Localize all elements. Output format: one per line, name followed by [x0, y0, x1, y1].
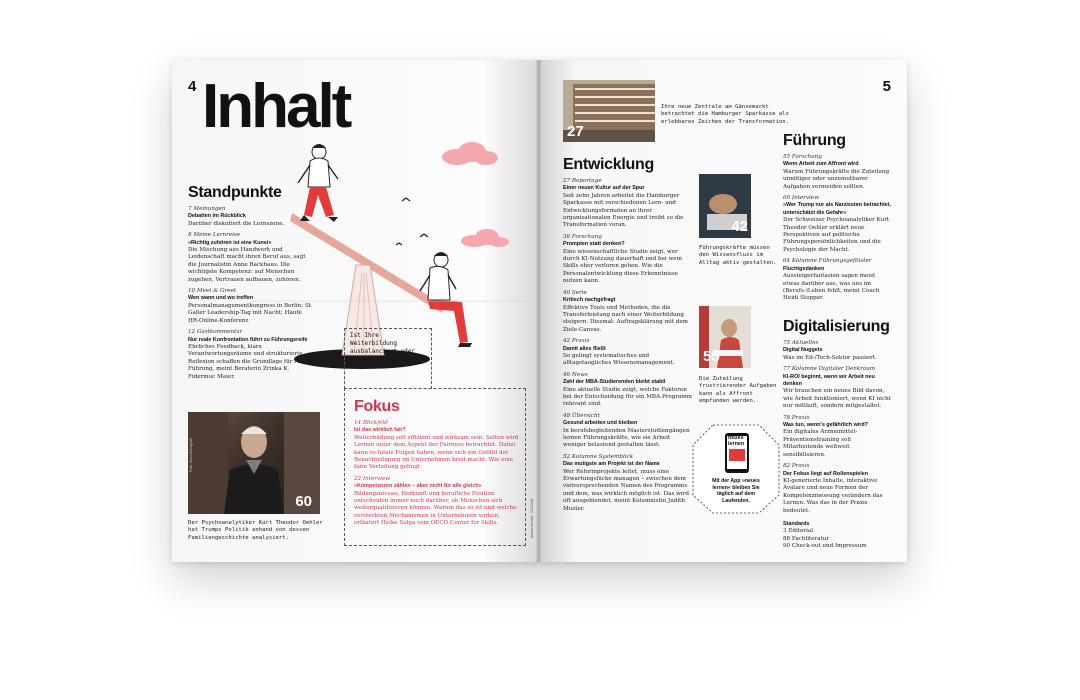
- gutter-text: neues lernen · 02/2026: [530, 498, 534, 538]
- app-logo-line2: lernen: [728, 440, 745, 447]
- toc-entry[interactable]: 64 Kolumne Führungsgeflüster Fluchtgedanken Aussteigerfantasien sagen meist etwas darüber aus, was uns im (Berufs-)Leben fehlt, meint Coach Heidi Stopper.: [783, 258, 880, 302]
- toc-entry[interactable]: 52 Kolumne Systemblick Das mutigste am Projekt ist der Name Wer Reformprojekte leitet, muss eine Erwartungslücke managen – zwischen dem vielversprechenden Namen des Programms und dem, was wirklich möglich ist. Das wird oft ausgeblendet, meint Kolumnistin Judith Muster.: [563, 453, 689, 512]
- toc-entry[interactable]: 48 Übersicht Gesund arbeiten und bleiben In berufsbegleitenden Masterstudiengängen lernen Führungskräfte, wie sie Arbeit weniger belastend gestalten lässt.: [563, 412, 690, 449]
- pull-quote: Ist Ihre Weiterbildung ausbalanciert oder unfair verteilt?: [350, 332, 416, 363]
- toc-entry[interactable]: 42 Praxis Damit alles fließt So gelingt systematisches und alltagstaugliches Wissensmanagement.: [563, 338, 675, 367]
- standards-item[interactable]: 88 Fachliteratur: [783, 535, 830, 542]
- building-photo[interactable]: [563, 80, 655, 142]
- left-page: [172, 60, 538, 562]
- right-page: [541, 60, 907, 562]
- toc-entry[interactable]: 82 Praxis Der Fokus liegt auf Rollenspielen KI-generierte Inhalte, interaktive Avatare und neue Formen der Kompetenzmessung verändern das Lernen. Was das in der Praxis bedeutet.: [783, 463, 883, 514]
- toc-entry[interactable]: 10 Meet & Greet Wen wann und wo treffen Personalmanagementkongress in Berlin; St. Galler Leadership-Tag mit Nacht; Haufe HR-Online-Konferenz: [188, 288, 313, 324]
- cloud-icon: [442, 142, 498, 165]
- section-heading-standpunkte: Standpunkte: [188, 184, 282, 201]
- toc-entry[interactable]: 12 Gastkommentar Nur reale Konfrontation führt zu Führungsreife Ehrliches Feedback, klare Verantwortungsräume und strukturierte Reflexion schaffen die Grundlage für reife Führung, meint Beraterin Zrinka K. Fidermuc Maier.: [188, 329, 308, 380]
- phone-icon: [725, 433, 749, 473]
- photo-55[interactable]: [699, 306, 751, 368]
- standards-block: [783, 521, 893, 551]
- fuehrung-list: [783, 154, 893, 303]
- toc-entry[interactable]: 75 Aktuelles Digital Nuggets Was im Ed-/Tech-Sektor passiert.: [783, 340, 877, 361]
- cloud-icon: [461, 229, 509, 247]
- app-cover-image: [729, 449, 745, 461]
- toc-entry[interactable]: 22 Interview »Kompetenzen zählen – aber nicht für alle gleich« Bildungsniveau, Herkunft und berufliche Position entscheiden immer noch darüber, ob Menschen sich weiterqualifizieren können. Warum das so ist und welche versteckten Mechanismen in Unternehmen wirken, erläutert Heike Solga vom OECD Center for Skills.: [354, 475, 517, 527]
- spine-fold: [536, 60, 542, 562]
- toc-entry[interactable]: 78 Praxis Was tun, wenn's gefährlich wird? Ein digitales Arzneimittel-Präventionstraining soll Mitarbeitende weltweit sensibilisieren.: [783, 414, 868, 458]
- photo-page-number: 27: [567, 123, 584, 140]
- building-caption: Ihre neue Zentrale am Gänsemarkt betrachtet die Hamburger Sparkasse als erlebbares Zeichen der Transformation.: [661, 104, 789, 125]
- toc-entry[interactable]: 36 Forschung Prompten statt denken? Eine wissenschaftliche Studie zeigt, wer durch KI-Nutzung dauerhaft und bei wem Skills eher verloren gehen. Wie die Personalentwicklung diese Erkenntnisse nutzen kann.: [563, 233, 682, 285]
- toc-entry[interactable]: 27 Reportage Einer neuen Kultur auf der Spur Seit zehn Jahren arbeitet die Hamburger Sparkasse mit verschiedenen Lern- und Entwicklungsformaten an ihrer organisationalen Energie und treibt so die Transformation voran.: [563, 178, 684, 229]
- toc-entry[interactable]: 46 News Zahl der MBA-Studierenden bleibt stabil Eine aktuelle Studie zeigt, welche Faktoren bei der Entscheidung für ein MBA-Programm relevant sind.: [563, 371, 692, 408]
- photo-42[interactable]: [699, 174, 751, 238]
- fokus-list: [354, 420, 520, 528]
- entwicklung-list: [563, 178, 693, 513]
- photo-caption: Der Psychoanalytiker Kurt Theodor Oehler hat Trumps Politik anhand von dessen Familiengeschichte analysiert.: [188, 520, 323, 541]
- toc-entry[interactable]: 14 Blickfeld Ist das wirklich fair? Weiterbildung soll effizient und wirksam sein. Selten wird Lernen unter dem Aspekt der Fairness betrachtet. Dabei kann es fatale Folgen haben, wenn sich ein Gefühl der Benachteiligung im Unternehmen breit macht. Wie eine faire Verteilung gelingt.: [354, 420, 519, 471]
- app-logo-line1: neues: [728, 435, 744, 441]
- section-heading-fuehrung: Führung: [783, 132, 846, 149]
- photo-page-number: 55: [703, 348, 720, 365]
- toc-entry[interactable]: 7 Meinungen Debatten im Rückblick Darüber diskutiert die Lernszene.: [188, 206, 285, 227]
- standpunkte-list: [188, 206, 314, 381]
- phone-screen: [727, 436, 747, 469]
- photo-page-number: 60: [295, 493, 312, 510]
- photo-credit: Foto: Sven Döring/laif: [189, 438, 193, 472]
- page-number-right: 5: [882, 78, 891, 95]
- app-badge[interactable]: [691, 415, 781, 515]
- standards-item[interactable]: 3 Editorial: [783, 528, 813, 535]
- photo-55-caption: Die Zuteilung frustrierender Aufgaben kann als Affront empfunden werden.: [699, 376, 777, 405]
- page-number-left: 4: [188, 78, 197, 95]
- section-heading-digitalisierung: Digitalisierung: [783, 318, 890, 335]
- page-title: Inhalt: [202, 72, 350, 141]
- magazine-spread: [172, 60, 907, 562]
- fokus-box: [344, 328, 526, 546]
- standards-item[interactable]: 90 Check-out und Impressum: [783, 543, 867, 550]
- section-heading-fokus: Fokus: [354, 398, 400, 415]
- toc-entry[interactable]: 40 Serie Kritisch nachgefragt Effektive Tools und Methoden, die die Transferleistung nach einer Weiterbildung steigern. Diesmal: Auftragsklärung mit dem Ziele-Canvas.: [563, 289, 688, 333]
- section-heading-entwicklung: Entwicklung: [563, 156, 654, 173]
- digitalisierung-list: [783, 340, 893, 551]
- toc-entry[interactable]: 55 Forschung Wenn Arbeit zum Affront wird Warum Führungskräfte die Zuteilung unnötiger oder unzumutbarer Aufgaben vermeiden sollten.: [783, 154, 890, 190]
- toc-entry[interactable]: 8 Meine Lernreise »Richtig zuhören ist eine Kunst« Die Mischung aus Handwerk und Leidenschaft macht ihren Beruf aus, sagt die Journalistin Anne Backhaus. Die wichtigste Kompetenz: auf Menschen zugehen, Vertrauen aufbauen, zuhören.: [188, 232, 306, 283]
- toc-entry[interactable]: 60 Interview »Wer Trump nur als Narzissten betrachtet, unterschätzt die Gefahr« Der Schweizer Psychoanalytiker Kurt Theodor Oehler erklärt neue Perspektiven auf politische Führungspersönlichkeiten und die Psychologie der Macht.: [783, 195, 892, 253]
- photo-42-caption: Führungskräfte müssen den Wissensfluss im Alltag aktiv gestalten.: [699, 245, 777, 266]
- standards-heading: Standards: [783, 520, 810, 527]
- app-badge-text: Mit der App »neues lernen« bleiben Sie täglich auf dem Laufenden.: [712, 478, 760, 504]
- toc-entry[interactable]: 77 Kolumne Digitaler Denkraum KI-ROI beginnt, wenn wir Arbeit neu denken Wir brauchen ein neues Bild davon, wie Arbeit funktioniert, wenn KI nicht nur mitläuft, sondern mitgestaltet.: [783, 366, 891, 410]
- photo-page-number: 42: [731, 218, 748, 235]
- portrait-photo[interactable]: [188, 412, 320, 514]
